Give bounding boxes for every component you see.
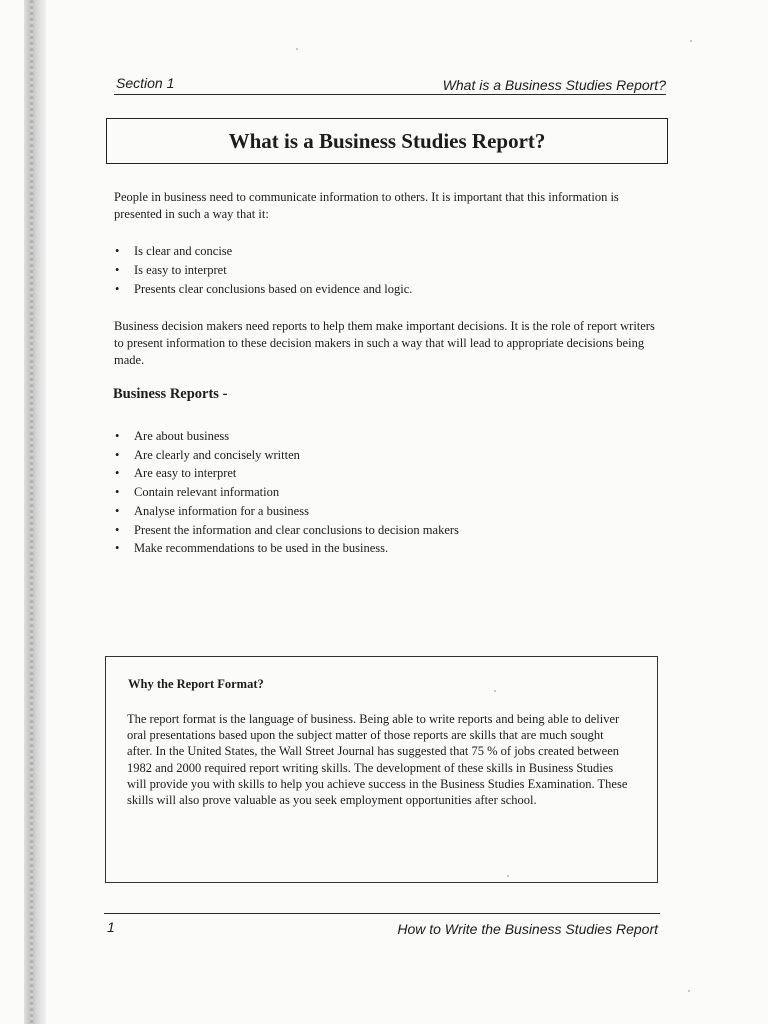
list-item: • Are about business xyxy=(114,427,614,446)
decision-paragraph: Business decision makers need reports to help them make important decisions. It is the role of report writers to present information to these decision makers in such a way that will lead to appropriate decisions being made. xyxy=(114,319,655,367)
list-item: • Present the information and clear conclusions to decision makers xyxy=(114,521,614,540)
intro-bullet-list xyxy=(114,242,614,299)
callout-body: The report format is the language of business. Being able to write reports and being able to deliver oral presentations based upon the subject matter of those reports are skills that are much sought after. In the United States, the Wall Street Journal has suggested that 75 % of jobs created between 1982 and 2000 required report writing skills. The development of these skills in Business Studies will provide you with skills to help you achieve success in the Business Studies Examination. These skills will also prove valuable as you seek employment opportunities after school. xyxy=(127,712,628,808)
callout-heading: Why the Report Format? xyxy=(128,677,264,691)
business-reports-list xyxy=(114,427,614,558)
header-running-title: What is a Business Studies Report? xyxy=(442,77,666,93)
page-header xyxy=(114,74,666,95)
header-section-label: Section 1 xyxy=(116,75,175,91)
scan-speck xyxy=(296,48,298,50)
scan-binding-edge xyxy=(24,0,46,1024)
list-item: • Are clearly and concisely written xyxy=(114,446,614,465)
intro-paragraph: People in business need to communicate information to others. It is important that this information is presented in such a way that it: xyxy=(114,190,619,221)
list-item: • Is easy to interpret xyxy=(114,261,614,280)
page-footer xyxy=(104,913,660,936)
business-reports-heading: Business Reports - xyxy=(113,386,228,402)
footer-book-title: How to Write the Business Studies Report xyxy=(397,921,658,937)
page-title: What is a Business Studies Report? xyxy=(228,128,546,153)
list-item: • Presents clear conclusions based on evidence and logic. xyxy=(114,280,614,299)
list-item: • Analyse information for a business xyxy=(114,502,614,521)
list-item: • Are easy to interpret xyxy=(114,464,614,483)
page-number: 1 xyxy=(107,919,115,935)
scan-speck xyxy=(507,875,509,877)
list-item: • Is clear and concise xyxy=(114,242,614,261)
scan-speck xyxy=(688,990,690,992)
scan-speck xyxy=(494,690,496,692)
list-item: • Make recommendations to be used in the business. xyxy=(114,539,614,558)
why-report-format-box xyxy=(105,656,658,883)
page-title-box xyxy=(106,118,668,164)
scan-speck xyxy=(690,40,692,42)
list-item: • Contain relevant information xyxy=(114,483,614,502)
